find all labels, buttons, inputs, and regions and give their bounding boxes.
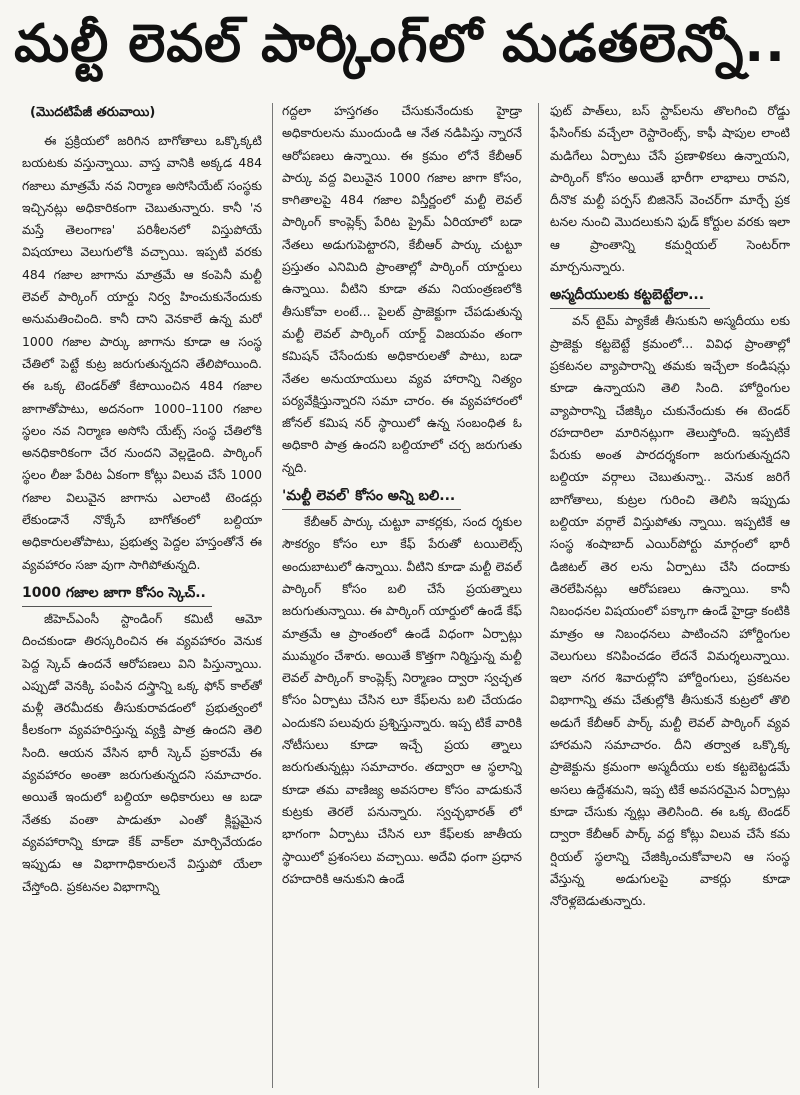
article-column-1 [22,100,262,1090]
paragraph: కేబీఆర్ పార్కు చుట్టూ వాకర్లకు, సంద ర్శకుల సౌకర్యం కోసం లూ కేఫ్ పేరుతో టయిలెట్స్ అందుబాటులో ఉన్నాయి. వీటిని కూడా మల్టీ లెవల్ పార్కింగ్ కోసం బలి చేసే ప్రయత్నాలు జరుగుతున్నాయి. ఈ పార్కింగ్ యార్డులో ఉండే కేఫ్ మాత్రమే ఆ ప్రాంతంలో ఉండే విధంగా ఏర్పాట్లు ముమ్మరం చేశారు. అయితే కొత్తగా నిర్మిస్తున్న మల్టీ లెవల్ పార్కింగ్ కాంప్లెక్స్ నిర్మాణం ద్వారా స్వచ్ఛత కోసం ఏర్పాటు చేసిన లూ కేఫ్‌లను బలి చేయడం ఎందుకని పలువురు ప్రశ్నిస్తున్నారు. ఇప్ప టికే వారికి నోటీసులు కూడా ఇచ్చే ప్రయ త్నాలు జరుగుతున్నట్లు సమాచారం. తద్వారా ఆ స్థలాన్ని కూడా తమ వాణిజ్య అవసరాల కోసం వాడుకునే కుట్రకు తెరలే పనున్నారు. స్వచ్ఛభారత్ లో భాగంగా ఏర్పాటు చేసిన లూ కేఫ్‌లకు జాతీయ స్థాయిలో ప్రశంసలు వచ్చాయి. అదేవి ధంగా ప్రధాన రహదారికి ఆనుకుని ఉండే [282,514,522,886]
subheading: అస్మదీయులకు కట్టబెట్టేలా... [550,282,710,309]
paragraph: ఫుట్ పాత్‌లు, బస్ స్టాప్‌లను తొలగించి రోడ్డు ఫేసింగ్‌కు వచ్చేలా రెస్టారెంట్స్, కాఫీ షాపుల లాంటి మడిగేలు ఏర్పాటు చేసే ప్రణాళికలు ఉన్నాయని, పార్కింగ్ కోసం అయితే భారీగా లాభాలు రావని, దీనొక మల్టీ పర్పస్ బిజినెస్ వెంచర్‌గా మార్చే ప్రక టనల నుంచి మొదలుకుని ఫుడ్ కోర్టుల వరకు ఇలా ఆ ప్రాంతాన్ని కమర్షియల్ సెంటర్‌గా మార్చనున్నారు. [550,103,790,275]
column-divider-1 [272,103,273,1088]
article-column-2 [282,100,522,1090]
continuation-label: (మొదటిపేజీ తరువాయి) [30,105,156,120]
headline: మల్టీ లెవల్ పార్కింగ్‌లో మడతలెన్నో.. [14,13,786,74]
paragraph: జీహెచ్ఎంసీ స్టాండింగ్ కమిటీ ఆమో దించకుండా తిరస్కరించిన ఈ వ్యవహారం వెనుక పెద్ద స్కెచ్ ఉందనే ఆరోపణలు విని పిస్తున్నాయి. ఎప్పుడో వెనక్కి పంపిన దస్త్రాన్ని ఒక్క ఫోన్ కాల్‌తో మళ్లీ తెరమీదకు తీసుకురావడంలో ప్రభుత్వంలో కీలకంగా వ్యవహరిస్తున్న వ్యక్తి పాత్ర ఉందని తెలి సింది. ఆయన వేసిన భారీ స్కెచ్ ప్రకారమే ఈ వ్యవహారం అంతా జరుగుతున్నదని సమాచారం. అయితే ఇందులో బల్దియా అధికారులు ఆ బడా నేతకు వంతా పాడుతూ ఎంతో క్లిష్టమైన వ్యవహారాన్ని కూడా కేక్ వాక్‌లా మార్చివేయడం ఇప్పుడు ఆ విభాగాధికారులనే విస్తుపో యేలా చేస్తోంది. ప్రకటనల విభాగాన్ని [22,610,262,894]
column-divider-2 [538,103,539,1088]
paragraph: ఈ ప్రక్రియలో జరిగిన బాగోతాలు ఒక్కొక్కటి బయటకు వస్తున్నాయి. వాస్త వానికి అక్కడ 484 గజాలు మాత్రమే నవ నిర్మాణ అసోసియేట్ సంస్థకు ఇచ్చినట్లు అధికారికంగా చెబుతున్నారు. కానీ 'న మస్తే తెలంగాణ' పరిశీలనలో విస్తుపోయే విషయాలు వెలుగులోకి వచ్చాయి. ఇప్పటి వరకు 484 గజాల జాగాను మాత్రమే ఆ కంపెనీ మల్టీ లెవల్ పార్కింగ్ యార్డు నిర్వ హించుకునేందుకు అనుమతించింది. కానీ దాని వెనకాలే ఉన్న మరో 1000 గజాల పార్కు జాగాను కూడా ఆ సంస్థ చేతిలో పెట్టే కుట్ర జరుగుతున్నదని తేలిపోయింది. ఈ ఒక్క టెండర్‌తో కేటాయించిన 484 గజాల జాగాతోపాటు, అదనంగా 1000–1100 గజాల స్థలం నవ నిర్మాణ అసోసి యేట్స్ సంస్థ చేతిలోకి అనధికారికంగా చేర నుందని వెల్లడైంది. పార్కింగ్ స్థలం లీజు పేరిట ఏకంగా కోట్లు విలువ చేసే 1000 గజాల విలువైన జాగాను ఎలాంటి టెండర్లు లేకుండానే నొక్కేసే బాగోతంలో బల్దియా అధికారులతోపాటు, ప్రభుత్వ పెద్దల హస్తంతోనే ఈ వ్యవహారం సజా వుగా సాగిపోతున్నది. [22,133,262,572]
subheading: 1000 గజాల జాగా కోసం స్కెచ్.. [22,580,212,607]
paragraph: వన్ టైమ్ ప్యాకేజీ తీసుకుని అస్మదీయు లకు ప్రాజెక్టు కట్టబెట్టే క్రమంలో... వివిధ ప్రాంతాల్లో ప్రకటనల వ్యాపారాన్ని తమకు ఇచ్చేలా కండిషన్లు కూడా ఉన్నాయని తెలి సింది. హోర్డింగుల వ్యాపారాన్ని చేజిక్కిం చుకునేందుకు ఈ టెండర్ రహదారిలా మారినట్లుగా తెలుస్తోంది. ఇప్పటికే పేరుకు అంత పారదర్శకంగా జరుగుతున్నదని బల్దియా వర్గాలు చెబుతున్నా.. వెనుక జరిగే బాగోతాలు, కుట్రల గురించి తెలిసి ఇప్పుడు బల్దియా వర్గాలే విస్తుపోతు న్నాయి. ఇప్పటికే ఆ సంస్థ శంషాబాద్ ఎయిర్‌పోర్టు మార్గంలో భారీ డిజిటల్ తెర లను ఏర్పాటు చేసి దందాకు తెరలేపినట్లు ఆరోపణలు ఉన్నాయి. కానీ నిబంధనల విషయంలో పక్కాగా ఉండే హైడ్రా కంటికి మాత్రం ఆ నిబంధనలు పాటించని హోర్డింగుల వెలుగులు కనిపించడం లేదనే విమర్శలున్నాయి. ఇలా నగర శివారుల్లోని హోర్డింగులు, ప్రకటనల విభాగాన్ని తమ చేతుల్లోకి తీసుకునే కుట్రలో తొలి అడుగే కేబీఆర్ పార్క్ మల్టీ లెవల్ పార్కింగ్ వ్యవ హారమని సమాచారం. దీని తర్వాత ఒక్కొక్క ప్రాజెక్టును క్రమంగా అస్మదీయు లకు కట్టబెట్టడమే అసలు ఉద్దేశమని, ఇప్ప టికే అవసరమైన ఏర్పాట్లు కూడా చేసుకు న్నట్లు తెలిసింది. ఈ ఒక్క టెండర్ ద్వారా కేబీఆర్ పార్క్ వద్ద కోట్లు విలువ చేసే కమ ర్షియల్ స్థలాన్ని చేజిక్కించుకోవాలని ఆ సంస్థ వేస్తున్న అడుగులపై వాకర్లు కూడా నోరెళ్లబెడుతున్నారు. [550,313,790,909]
article-column-3 [550,100,790,1090]
subheading: 'మల్టీ లెవల్' కోసం అన్ని బలి... [282,483,461,510]
paragraph: గద్దలా హస్తగతం చేసుకునేందుకు హైడ్రా అధికారులను ముందుండి ఆ నేత నడిపిస్తు న్నారనే ఆరోపణలు ఉన్నాయి. ఈ క్రమం లోనే కేబీఆర్ పార్కు వద్ద విలువైన 1000 గజాల జాగా కోసం, కాగితాలపై 484 గజాల విస్తీర్ణంలో మల్టీ లెవల్ పార్కింగ్ కాంప్లెక్స్ పేరిట ప్రైమ్ ఏరియాలో బడా నేతలు అడుగుపెట్టారని, కేబీఆర్ పార్కు చుట్టూ ప్రస్తుతం ఎనిమిది ప్రాంతాల్లో పార్కింగ్ యార్డులు ఉన్నాయి. వీటిని కూడా తమ నియంత్రణలోకి తీసుకోవా లంటే... పైలట్ ప్రాజెక్టుగా చేపడుతున్న మల్టీ లెవల్ పార్కింగ్ యార్డ్ విజయవం తంగా కమిషన్ చేసేందుకు అధికారులతో పాటు, బడా నేతల అనుయాయులు వ్యవ హారాన్ని నిత్యం పర్యవేక్షిస్తున్నారని సమా చారం. ఈ వ్యవహారంలో జోనల్ కమిష నర్ స్థాయిలో ఉన్న సంబంధిత ఓ అధికారి పాత్ర ఉందని బల్దియాలో చర్చ జరుగుతు న్నది. [282,103,522,475]
